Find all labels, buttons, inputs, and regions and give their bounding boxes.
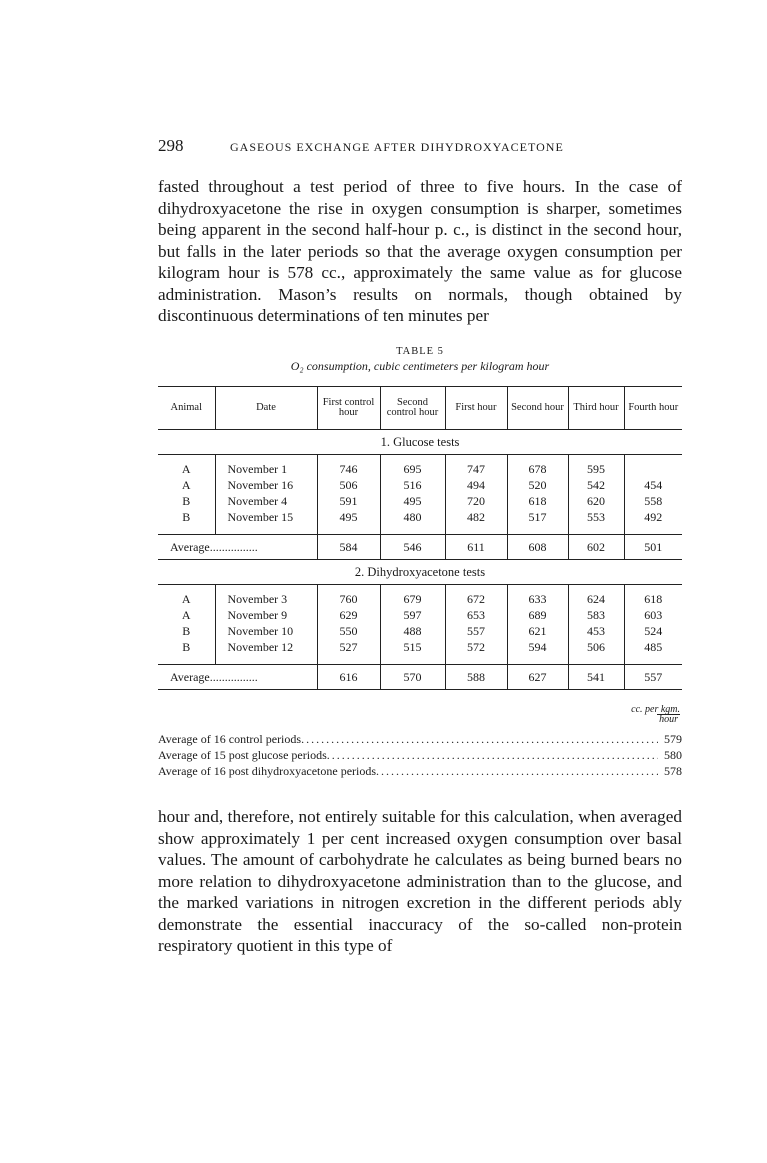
spacer-row <box>158 655 682 665</box>
paragraph-bottom: hour and, therefore, not entirely suitable for this calculation, when averaged show approximately 1 per cent increased oxygen consumption over basal values. The amount of carbohydrate he calculates as being burned bears no more relation to dihydroxyacetone administration than to the glucose, and the marked variations in nitrogen excretion in the different periods ably demonstrate the essential inaccuracy of the so-called non-protein respiratory quotient in this type of <box>158 807 682 955</box>
animal-cell: B <box>182 640 191 654</box>
table-body <box>158 430 682 690</box>
average-value: 602 <box>568 535 624 560</box>
animal-cell: A <box>181 592 191 606</box>
average-row <box>158 535 682 560</box>
value-cell: 495 <box>380 493 445 509</box>
table-row <box>158 461 682 477</box>
value-cell: 495 <box>317 509 380 525</box>
spacer-cell <box>568 525 624 535</box>
value-cell: 517 <box>507 509 568 525</box>
value-cell: 689 <box>507 607 568 623</box>
spacer-cell <box>624 655 682 665</box>
summary-row <box>158 731 682 747</box>
average-value: 501 <box>624 535 682 560</box>
column-header: First control hour <box>317 387 380 430</box>
animal-cell: B <box>182 494 191 508</box>
spacer-row <box>158 525 682 535</box>
average-row <box>158 665 682 690</box>
value-cell: 558 <box>624 493 682 509</box>
animal-cell: A <box>181 478 191 492</box>
date-cell: November 15 <box>215 509 317 525</box>
value-cell <box>624 461 682 477</box>
units-line-1: cc. per kgm. <box>631 704 680 715</box>
spacer-cell <box>624 525 682 535</box>
summary-value: 580 <box>664 748 682 762</box>
date-cell: November 9 <box>215 607 317 623</box>
leader-dots <box>327 747 658 763</box>
value-cell: 679 <box>380 591 445 607</box>
average-value: 557 <box>624 665 682 690</box>
average-value: 608 <box>507 535 568 560</box>
average-value: 570 <box>380 665 445 690</box>
animal-cell: A <box>181 608 191 622</box>
table-row <box>158 477 682 493</box>
spacer-cell <box>507 655 568 665</box>
table-caption <box>158 346 682 374</box>
running-head: GASEOUS EXCHANGE AFTER DIHYDROXYACETONE <box>230 140 564 154</box>
page-number: 298 <box>158 136 184 155</box>
average-value: 627 <box>507 665 568 690</box>
value-cell: 583 <box>568 607 624 623</box>
spacer-cell <box>215 525 317 535</box>
value-cell: 678 <box>507 461 568 477</box>
spacer-cell <box>317 525 380 535</box>
date-cell: November 3 <box>215 591 317 607</box>
date-cell: November 1 <box>215 461 317 477</box>
summary-value: 578 <box>664 764 682 778</box>
value-cell: 591 <box>317 493 380 509</box>
table-row <box>158 493 682 509</box>
table-subtitle: O₂ consumption, cubic centimeters per kilogram hour <box>290 359 550 373</box>
table-row <box>158 623 682 639</box>
column-header: Second hour <box>507 387 568 430</box>
spacer-cell <box>445 655 507 665</box>
column-header: Animal <box>158 387 215 430</box>
date-cell: November 10 <box>215 623 317 639</box>
summary-row <box>158 747 682 763</box>
value-cell: 653 <box>445 607 507 623</box>
spacer-cell <box>215 655 317 665</box>
table-row <box>158 591 682 607</box>
animal-cell: B <box>182 624 191 638</box>
summary-averages <box>158 731 682 779</box>
table-header-row <box>158 387 682 430</box>
date-cell: November 4 <box>215 493 317 509</box>
value-cell: 624 <box>568 591 624 607</box>
summary-label: Average of 16 post dihydroxyacetone periods <box>158 764 377 778</box>
average-value: 584 <box>317 535 380 560</box>
oxygen-consumption-table <box>158 386 682 690</box>
section-header-row <box>158 560 682 585</box>
value-cell: 516 <box>380 477 445 493</box>
units-note <box>560 705 680 724</box>
average-value: 588 <box>445 665 507 690</box>
column-header: First hour <box>445 387 507 430</box>
value-cell: 595 <box>568 461 624 477</box>
animal-cell: B <box>182 510 191 524</box>
summary-label: Average of 16 control periods <box>158 732 302 746</box>
section-header-row <box>158 430 682 455</box>
paragraph-top: fasted throughout a test period of three to five hours. In the case of dihydroxyacetone the rise in oxygen consumption is sharper, sometimes being apparent in the second half-hour p. c., is distinct in the second hour, but falls in the later periods so that the average oxygen consumption per kilogram hour is 578 cc., approximately the same value as for glucose administration. Mason’s results on normals, though obtained by discontinuous determinations of ten minutes per <box>158 177 682 325</box>
average-value: 541 <box>568 665 624 690</box>
units-line-2: hour <box>659 714 678 725</box>
leader-dots <box>376 763 658 779</box>
summary-value: 579 <box>664 732 682 746</box>
average-label: Average................ <box>158 535 317 560</box>
spacer-cell <box>317 655 380 665</box>
value-cell: 492 <box>624 509 682 525</box>
section-title: 1. Glucose tests <box>158 430 682 455</box>
spacer-cell <box>158 525 215 535</box>
average-value: 616 <box>317 665 380 690</box>
table-row <box>158 509 682 525</box>
spacer-cell <box>445 525 507 535</box>
value-cell: 550 <box>317 623 380 639</box>
value-cell: 557 <box>445 623 507 639</box>
value-cell: 633 <box>507 591 568 607</box>
value-cell: 618 <box>624 591 682 607</box>
date-cell: November 12 <box>215 639 317 655</box>
section-title: 2. Dihydroxyacetone tests <box>158 560 682 585</box>
value-cell: 553 <box>568 509 624 525</box>
value-cell: 597 <box>380 607 445 623</box>
value-cell: 620 <box>568 493 624 509</box>
value-cell: 542 <box>568 477 624 493</box>
value-cell: 453 <box>568 623 624 639</box>
page-header <box>158 136 683 156</box>
value-cell: 629 <box>317 607 380 623</box>
value-cell: 621 <box>507 623 568 639</box>
average-value: 611 <box>445 535 507 560</box>
average-label: Average................ <box>158 665 317 690</box>
spacer-cell <box>380 525 445 535</box>
value-cell: 747 <box>445 461 507 477</box>
value-cell: 506 <box>568 639 624 655</box>
value-cell: 515 <box>380 639 445 655</box>
value-cell: 746 <box>317 461 380 477</box>
table-row <box>158 639 682 655</box>
value-cell: 594 <box>507 639 568 655</box>
spacer-cell <box>507 525 568 535</box>
column-header: Second control hour <box>380 387 445 430</box>
value-cell: 572 <box>445 639 507 655</box>
table-label: TABLE 5 <box>396 346 444 357</box>
table-row <box>158 607 682 623</box>
date-cell: November 16 <box>215 477 317 493</box>
value-cell: 520 <box>507 477 568 493</box>
average-value: 546 <box>380 535 445 560</box>
value-cell: 720 <box>445 493 507 509</box>
animal-cell: A <box>181 462 191 476</box>
value-cell: 454 <box>624 477 682 493</box>
leader-dots <box>301 731 658 747</box>
column-header: Fourth hour <box>624 387 682 430</box>
value-cell: 603 <box>624 607 682 623</box>
summary-label: Average of 15 post glucose periods <box>158 748 327 762</box>
value-cell: 506 <box>317 477 380 493</box>
summary-row <box>158 763 682 779</box>
value-cell: 672 <box>445 591 507 607</box>
spacer-cell <box>380 655 445 665</box>
column-header: Date <box>215 387 317 430</box>
value-cell: 485 <box>624 639 682 655</box>
spacer-cell <box>568 655 624 665</box>
value-cell: 524 <box>624 623 682 639</box>
value-cell: 480 <box>380 509 445 525</box>
value-cell: 488 <box>380 623 445 639</box>
value-cell: 494 <box>445 477 507 493</box>
value-cell: 695 <box>380 461 445 477</box>
value-cell: 618 <box>507 493 568 509</box>
value-cell: 527 <box>317 639 380 655</box>
spacer-cell <box>158 655 215 665</box>
column-header: Third hour <box>568 387 624 430</box>
value-cell: 482 <box>445 509 507 525</box>
value-cell: 760 <box>317 591 380 607</box>
